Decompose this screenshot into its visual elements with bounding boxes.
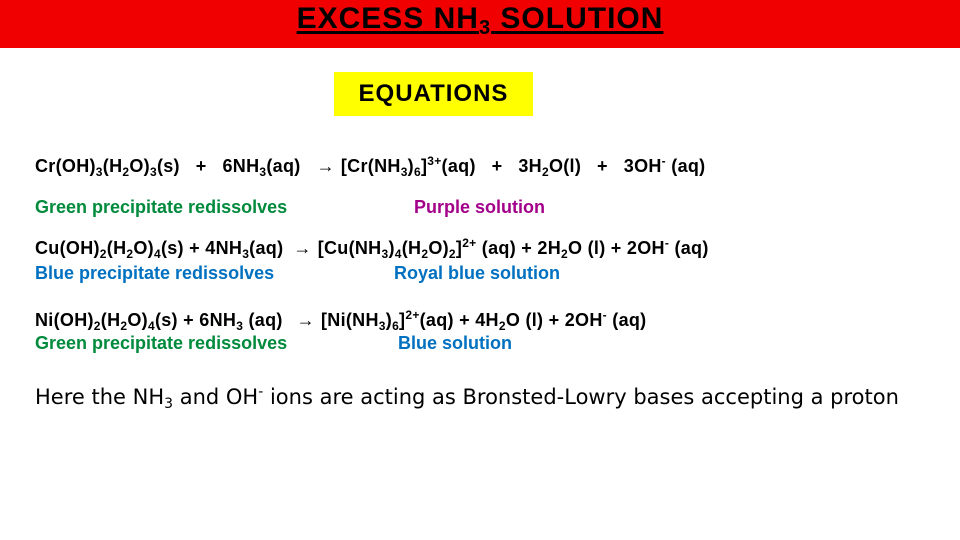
chromium-equation: $Cr(OH)_3(H_2O)_3(s) + 6NH_3(aq) \to [Cr(NH_3)_6]^{3+}(aq) + 3H_2O(l) + 3OH^-$ (aq) [35, 154, 706, 179]
copper-solution-label: Royal blue solution [394, 263, 561, 283]
copper-precipitate-label: Blue precipitate redissolves [35, 263, 275, 283]
reaction-arrow-icon: → [316, 156, 335, 176]
reaction-arrow-icon: → [296, 310, 315, 330]
page-title: EXCESS $NH_3$ SOLUTION [296, 2, 664, 39]
reaction-arrow-icon: → [293, 238, 312, 258]
chromium-precipitate-label: Green precipitate redissolves [35, 197, 288, 217]
nickel-precipitate-label: Green precipitate redissolves [35, 333, 288, 353]
explanation-note: Here the $NH_3$ and OH- ions are acting as Bronsted-Lowry bases accepting a proton [35, 384, 899, 412]
nickel-equation: $Ni(OH)_2(H_2O)_4(s) + 6NH_3$ $(aq) \to [Ni(NH_3)_6]^{2+}(aq) + 4H_2O$ (l) + 2OH- (aq) [35, 308, 647, 333]
equations-heading: EQUATIONS [334, 72, 533, 116]
chromium-solution-label: Purple solution [414, 197, 546, 217]
copper-equation: $Cu(OH)_2(H_2O)_4(s) + 4NH_3(aq) \to [Cu(NH_3)_4(H_2O)_2]^{2+}$ $(aq) + 2H_2O$ (l) + 2OH- (aq) [35, 236, 709, 261]
nickel-solution-label: Blue solution [398, 333, 512, 353]
